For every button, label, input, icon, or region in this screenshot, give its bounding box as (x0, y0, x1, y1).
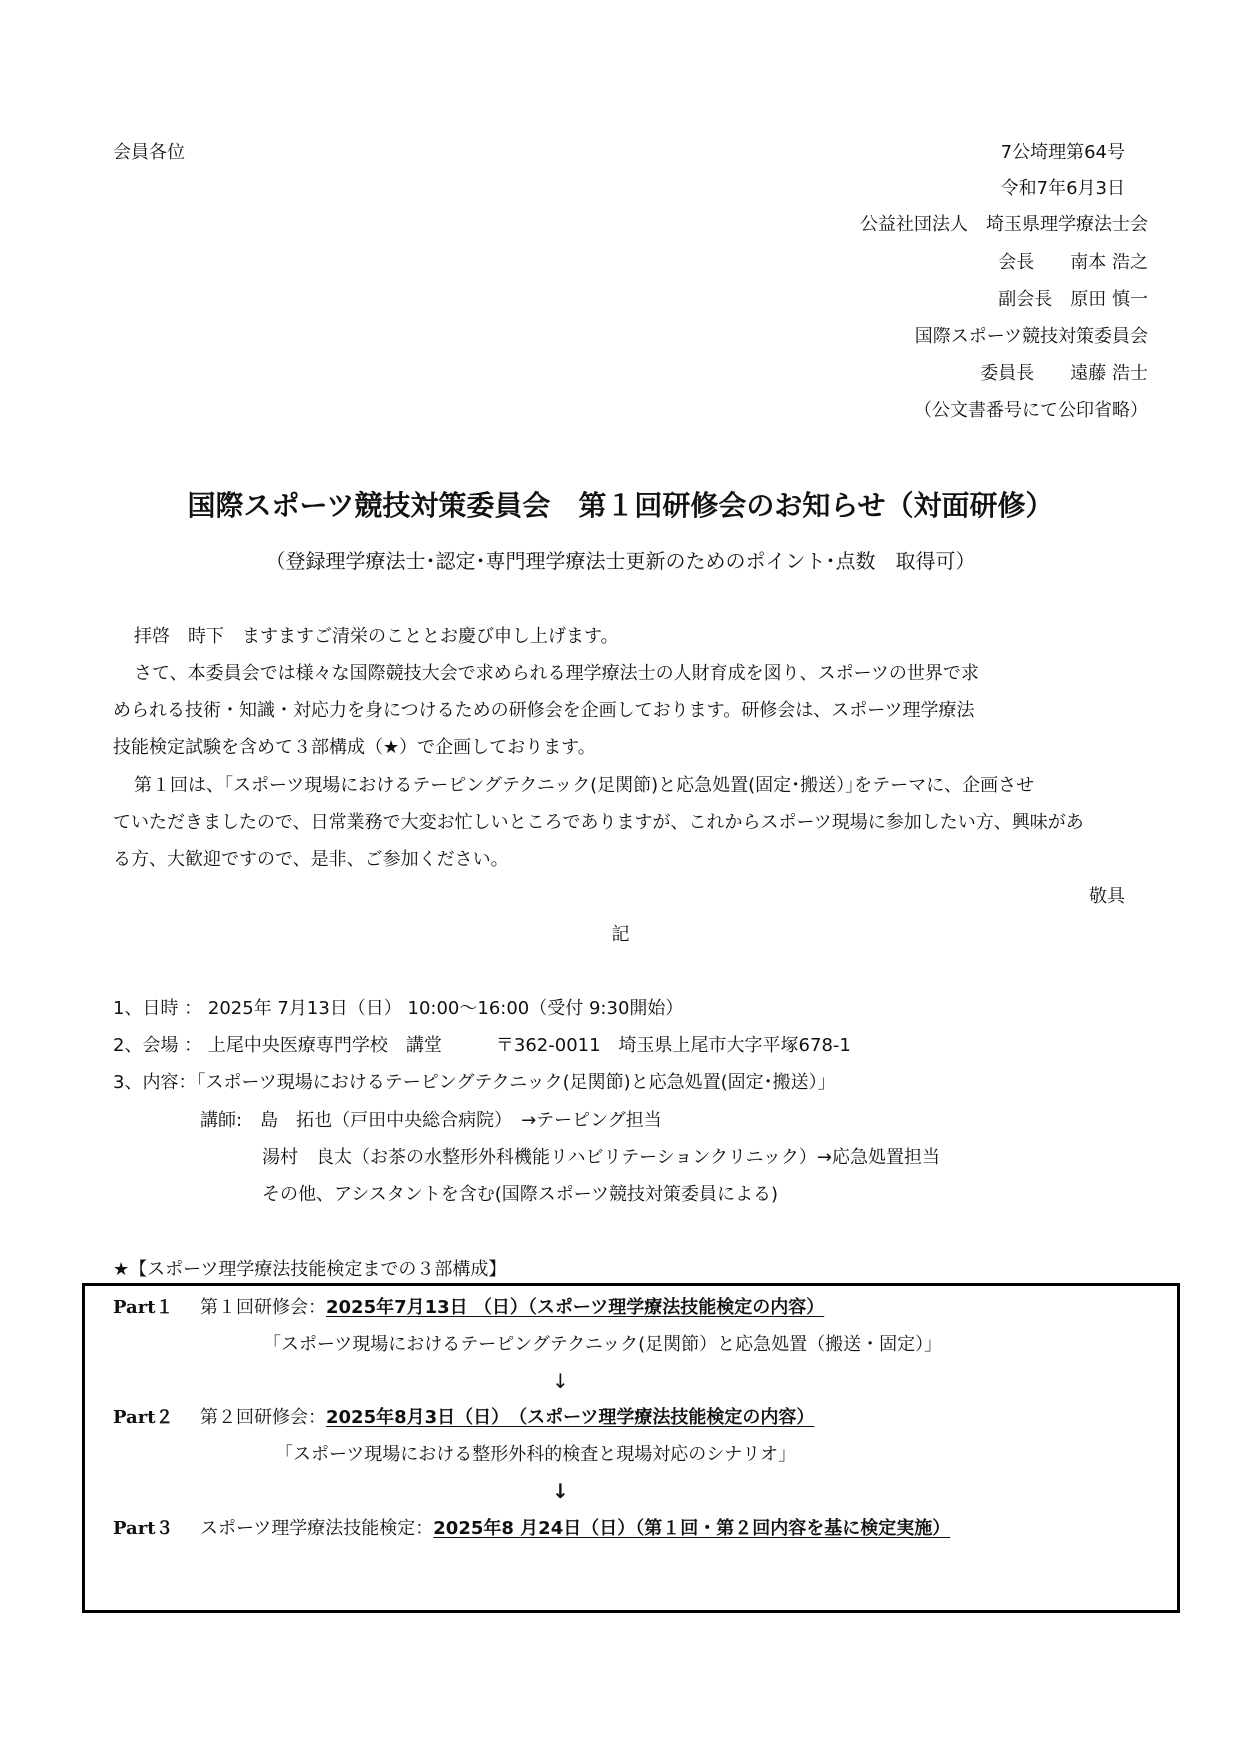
body-line: ていただきましたので、日常業務で大変お忙しいところでありますが、これからスポーツ現場に参加したい方、興味があ (113, 812, 1084, 833)
part2-line (200, 1407, 814, 1429)
closing-word: 敬具 (1089, 886, 1125, 907)
part3-label: Part３ (113, 1518, 174, 1539)
lecturer-1: 講師: 島 拓也（戸田中央総合病院） →テーピング担当 (200, 1110, 662, 1131)
event-venue: 2、会場 ： 上尾中央医療専門学校 講堂 〒362-0011 埼玉県上尾市大字平塚678-1 (113, 1035, 851, 1056)
part1-prefix: 第１回研修会： (200, 1297, 326, 1318)
body-line: められる技術・知識・対応力を身につけるための研修会を企画しております。研修会は、スポーツ理学療法 (113, 700, 975, 721)
part3-prefix: スポーツ理学療法技能検定： (200, 1518, 434, 1539)
recipient: 会員各位 (113, 142, 185, 163)
ki-mark: 記 (611, 924, 630, 945)
president-name: 会長 南本 浩之 (998, 252, 1148, 273)
structure-heading: ★【スポーツ理学療法技能検定までの３部構成】 (113, 1259, 507, 1280)
body-line: さて、本委員会では様々な国際競技大会で求められる理学療法士の人財育成を図り、スポーツの世界で求 (134, 663, 979, 684)
part1-label: Part１ (113, 1297, 174, 1318)
seal-note: （公文書番号にて公印省略） (914, 400, 1148, 421)
part3-line (200, 1518, 950, 1540)
body-line: 第１回は、｢スポーツ現場におけるテーピングテクニック(足関節)と応急処置(固定･搬送）｣をテーマに、企画させ (134, 775, 1035, 796)
chairperson-name: 委員長 遠藤 浩士 (980, 363, 1148, 384)
part2-topic: ｢スポーツ現場における整形外科的検査と現場対応のシナリオ｣ (284, 1444, 788, 1465)
body-line: る方、大歓迎ですので、是非、ご参加ください。 (113, 849, 509, 870)
issue-date: 令和7年6月3日 (1000, 178, 1125, 199)
part2-date: 2025年8月3日（日） （スポーツ理学療法技能検定の内容） (326, 1407, 815, 1428)
part1-topic: ｢スポーツ現場におけるテーピングテクニック(足関節）と応急処置（搬送・固定）｣ (272, 1334, 934, 1355)
organization-name: 公益社団法人 埼玉県理学療法士会 (860, 214, 1148, 235)
greeting-line: 拝啓 時下 ますますご清栄のこととお慶び申し上げます。 (134, 626, 619, 647)
arrow-down-2: ↓ (552, 1479, 569, 1503)
part1-line (200, 1297, 824, 1319)
committee-name: 国際スポーツ競技対策委員会 (914, 326, 1148, 347)
document-subtitle: （登録理学療法士･認定･専門理学療法士更新のためのポイント･点数 取得可） (265, 549, 976, 573)
arrow-down-1: ↓ (552, 1369, 569, 1393)
lecturer-3: その他、アシスタントを含む(国際スポーツ競技対策委員による) (262, 1184, 779, 1205)
event-datetime: 1、日時 ： 2025年 7月13日（日） 10:00～16:00（受付 9:30開始） (113, 998, 684, 1019)
part1-date: 2025年7月13日 （日）（スポーツ理学療法技能検定の内容） (326, 1297, 825, 1318)
part2-prefix: 第２回研修会： (200, 1407, 326, 1428)
part2-label: Part２ (113, 1407, 174, 1428)
document-title: 国際スポーツ競技対策委員会 第１回研修会のお知らせ（対面研修） (187, 489, 1054, 522)
vice-president-name: 副会長 原田 慎一 (998, 289, 1148, 310)
lecturer-2: 湯村 良太（お茶の水整形外科機能リハビリテーションクリニック）→応急処置担当 (262, 1147, 941, 1168)
doc-number: 7公埼理第64号 (1000, 142, 1125, 163)
event-content: 3、内容：｢スポーツ現場におけるテーピングテクニック(足関節)と応急処置(固定･搬送）｣ (113, 1072, 827, 1093)
part3-date: 2025年8 月24日（日）（第１回・第２回内容を基に検定実施） (433, 1518, 951, 1539)
body-line: 技能検定試験を含めて３部構成（★）で企画しております。 (113, 737, 596, 758)
